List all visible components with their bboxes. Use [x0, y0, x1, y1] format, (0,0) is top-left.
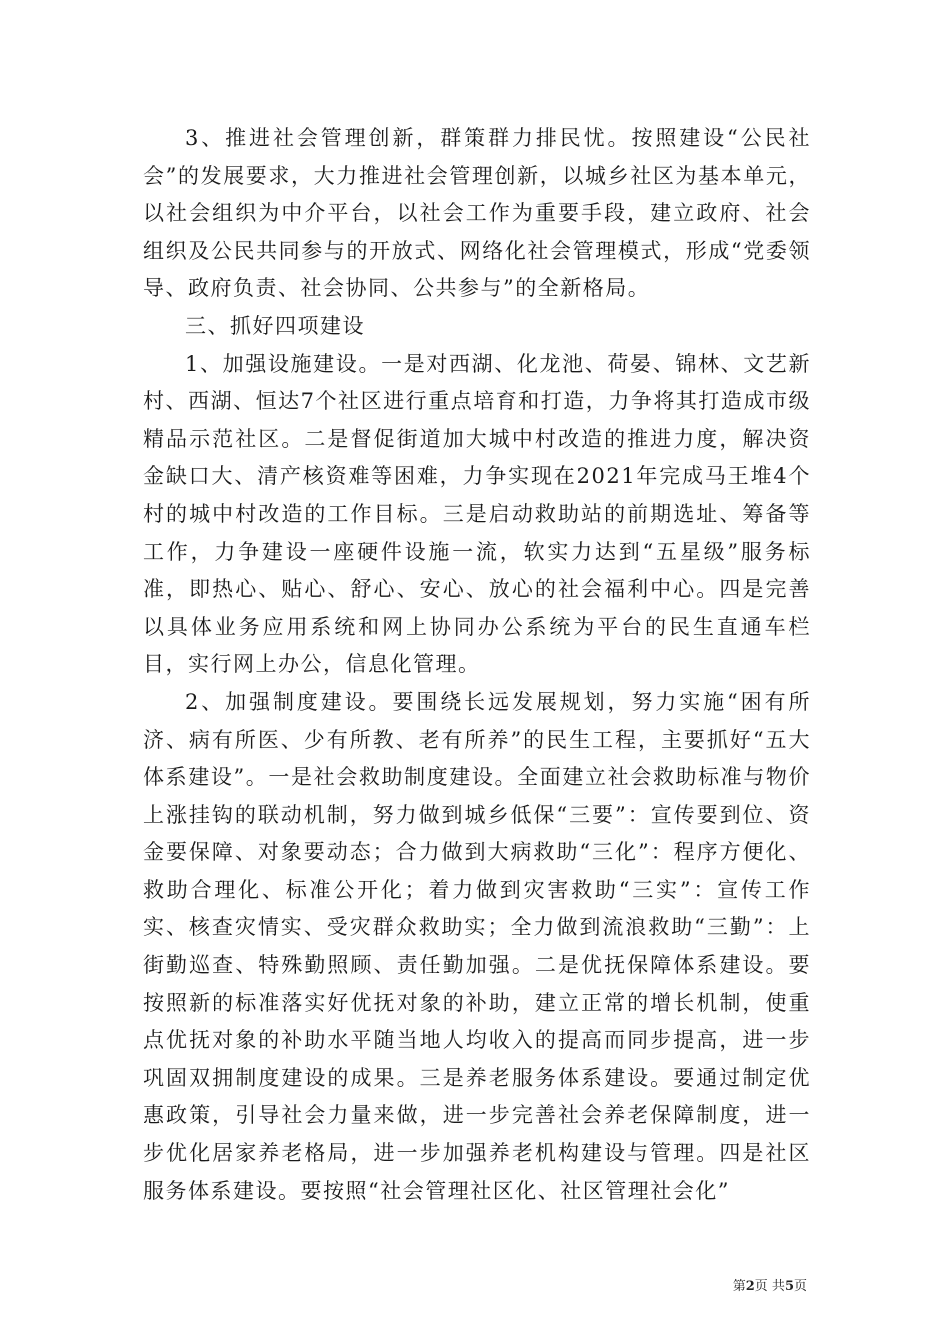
paragraph-social-management: 3、推进社会管理创新，群策群力排民忧。按照建设“公民社会”的发展要求，大力推进社会管理创新，以城乡社区为基本单元，以社会组织为中介平台，以社会工作为重要手段，建立政府、社会组织及公民共同参与的开放式、网络化社会管理模式，形成“党委领导、政府负责、社会协同、公共参与”的全新格局。	[143, 126, 811, 301]
total-pages-number: 5	[784, 1279, 794, 1294]
footer-suffix: 页	[793, 1279, 807, 1294]
current-page-number: 2	[745, 1279, 755, 1294]
paragraph-system-construction: 2、加强制度建设。要围绕长远发展规划，努力实施“困有所济、病有所医、少有所教、老有所养”的民生工程，主要抓好“五大体系建设”。一是社会救助制度建设。全面建立社会救助标准与物价上涨挂钩的联动机制，努力做到城乡低保“三要”：宣传要到位、资金要保障、对象要动态；合力做到大病救助“三化”：程序方便化、救助合理化、标准公开化；着力做到灾害救助“三实”：宣传工作实、核查灾情实、受灾群众救助实；全力做到流浪救助“三勤”：上街勤巡查、特殊勤照顾、责任勤加强。二是优抚保障体系建设。要按照新的标准落实好优抚对象的补助，建立正常的增长机制，使重点优抚对象的补助水平随当地人均收入的提高而同步提高，进一步巩固双拥制度建设的成果。三是养老服务体系建设。要通过制定优惠政策，引导社会力量来做，进一步完善社会养老保障制度，进一步优化居家养老格局，进一步加强养老机构建设与管理。四是社区服务体系建设。要按照“社会管理社区化、社区管理社会化”	[143, 689, 811, 1203]
paragraph-facility-construction: 1、加强设施建设。一是对西湖、化龙池、荷晏、锦林、文艺新村、西湖、恒达7个社区进行重点培育和打造，力争将其打造成市级精品示范社区。二是督促街道加大城中村改造的推进力度，解决资金缺口大、清产核资难等困难，力争实现在2021年完成马王堆4个村的城中村改造的工作目标。三是启动救助站的前期选址、筹备等工作，力争建设一座硬件设施一流，软实力达到“五星级”服务标准，即热心、贴心、舒心、安心、放心的社会福利中心。四是完善以具体业务应用系统和网上协同办公系统为平台的民生直通车栏目，实行网上办公，信息化管理。	[143, 351, 811, 677]
document-body	[143, 120, 811, 1210]
footer-prefix: 第	[732, 1279, 746, 1294]
footer-middle: 页 共	[754, 1279, 785, 1294]
section-heading-four-constructions: 三、抓好四项建设	[185, 313, 365, 338]
page-number-footer	[733, 1278, 807, 1296]
